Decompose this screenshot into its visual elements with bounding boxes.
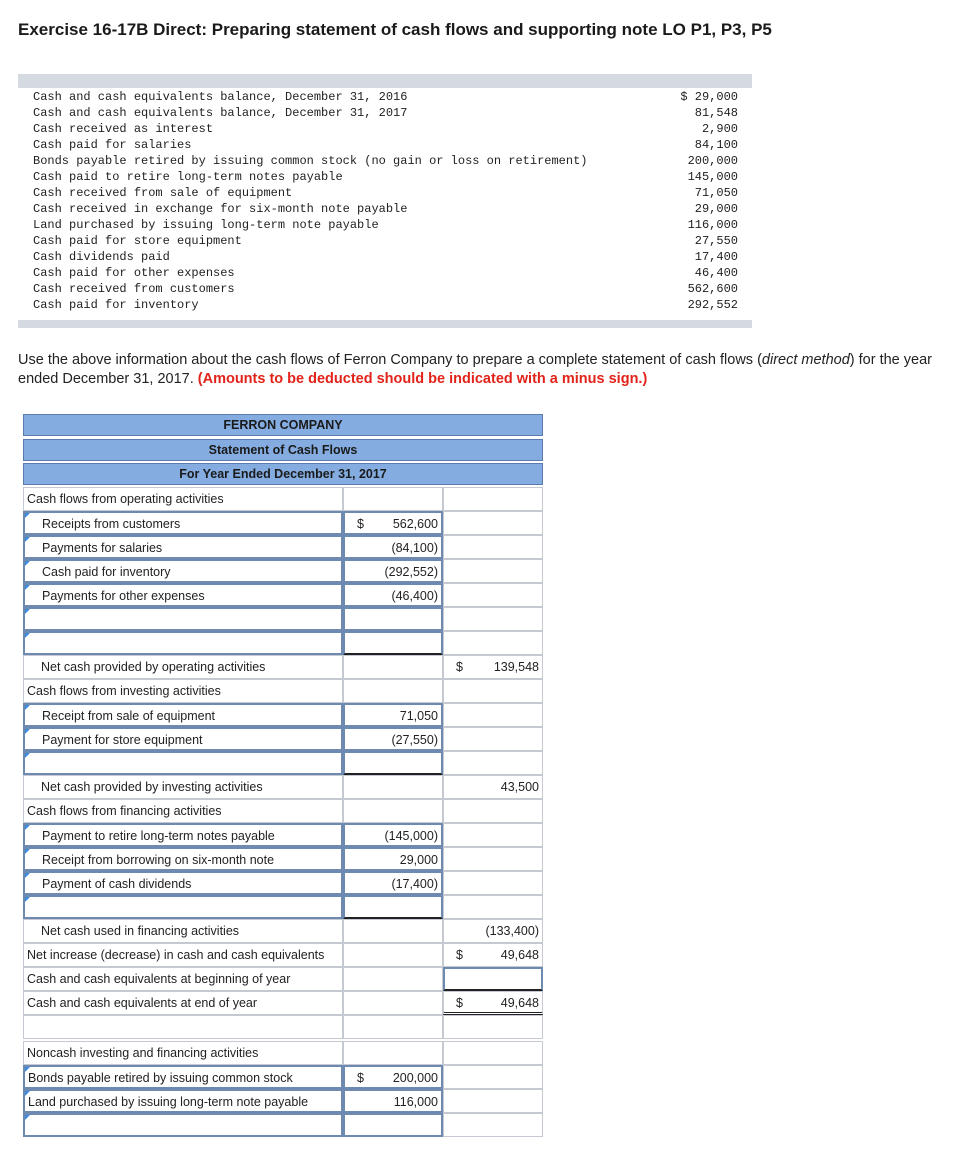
given-row: Cash and cash equivalents balance, December 31, 2016 $ 29,000 <box>33 90 738 104</box>
amount-input[interactable]: $ 200,000 <box>343 1065 443 1089</box>
statement-row-retire-notes <box>23 823 543 847</box>
amount-input[interactable]: 29,000 <box>343 847 443 871</box>
statement-row-payments-salaries <box>23 535 543 559</box>
statement-row-empty <box>23 895 543 919</box>
amount-input[interactable]: (27,550) <box>343 727 443 751</box>
noncash-header-row: Noncash investing and financing activities <box>23 1041 543 1065</box>
total-value: (133,400) <box>443 919 543 943</box>
amount-input[interactable] <box>343 751 443 775</box>
statement-row-empty <box>23 751 543 775</box>
given-row: Land purchased by issuing long-term note payable 116,000 <box>33 218 738 232</box>
total-value: 43,500 <box>443 775 543 799</box>
statement-row-net-investing: Net cash provided by investing activities 43,500 <box>23 775 543 799</box>
statement-row-bonds-retired <box>23 1065 543 1089</box>
amount-input[interactable] <box>343 1113 443 1137</box>
label-dropdown[interactable]: Receipts from customers <box>23 511 343 535</box>
amount-input[interactable]: 71,050 <box>343 703 443 727</box>
label-dropdown[interactable]: Receipt from sale of equipment <box>23 703 343 727</box>
total-value: $ 139,548 <box>443 655 543 679</box>
statement-row-empty <box>23 1113 543 1137</box>
label-dropdown[interactable] <box>23 1113 343 1137</box>
given-row: Cash received as interest 2,900 <box>33 122 738 136</box>
statement-row-dividends <box>23 871 543 895</box>
operating-header-row: Cash flows from operating activities <box>23 487 543 511</box>
statement-row-store-equipment <box>23 727 543 751</box>
beginning-cash-input[interactable] <box>443 967 543 991</box>
statement-row-beginning: Cash and cash equivalents at beginning of year <box>23 967 543 991</box>
statement-row-sale-equipment <box>23 703 543 727</box>
label-dropdown[interactable]: Receipt from borrowing on six-month note <box>23 847 343 871</box>
given-row: Cash and cash equivalents balance, December 31, 2017 81,548 <box>33 106 738 120</box>
given-row: Cash paid for inventory 292,552 <box>33 298 738 312</box>
label-dropdown[interactable]: Payments for other expenses <box>23 583 343 607</box>
total-value: $ 49,648 <box>443 943 543 967</box>
statement-row-blank <box>23 1015 543 1039</box>
financing-header-row: Cash flows from financing activities <box>23 799 543 823</box>
label-dropdown[interactable]: Cash paid for inventory <box>23 559 343 583</box>
statement-row-six-month-note <box>23 847 543 871</box>
statement-row-receipts-customers <box>23 511 543 535</box>
amount-input[interactable] <box>343 607 443 631</box>
amount-input[interactable]: (145,000) <box>343 823 443 847</box>
label-dropdown[interactable]: Payments for salaries <box>23 535 343 559</box>
given-row: Cash paid for other expenses 46,400 <box>33 266 738 280</box>
statement-name: Statement of Cash Flows <box>23 439 543 461</box>
amount-input[interactable]: $ 562,600 <box>343 511 443 535</box>
statement-row-empty <box>23 607 543 631</box>
statement-row-net-increase: Net increase (decrease) in cash and cash equivalents $ 49,648 <box>23 943 543 967</box>
label-dropdown[interactable] <box>23 751 343 775</box>
label-dropdown[interactable]: Bonds payable retired by issuing common stock <box>23 1065 343 1089</box>
amount-input[interactable]: (292,552) <box>343 559 443 583</box>
given-row: Cash paid for store equipment 27,550 <box>33 234 738 248</box>
statement-row-land-purchased <box>23 1089 543 1113</box>
given-row: Cash received from customers 562,600 <box>33 282 738 296</box>
statement-row-cash-inventory <box>23 559 543 583</box>
given-row: Cash paid for salaries 84,100 <box>33 138 738 152</box>
amount-input[interactable]: 116,000 <box>343 1089 443 1113</box>
label-dropdown[interactable]: Land purchased by issuing long-term note payable <box>23 1089 343 1113</box>
label-dropdown[interactable]: Payment for store equipment <box>23 727 343 751</box>
amount-input[interactable] <box>343 895 443 919</box>
statement-row-net-operating: Net cash provided by operating activities $ 139,548 <box>23 655 543 679</box>
given-row: Cash received from sale of equipment 71,050 <box>33 186 738 200</box>
label-dropdown[interactable]: Payment to retire long-term notes payable <box>23 823 343 847</box>
exercise-title: Exercise 16-17B Direct: Preparing statement of cash flows and supporting note LO P1, P3, P5 <box>18 20 772 39</box>
amount-input[interactable] <box>343 631 443 655</box>
given-row: Bonds payable retired by issuing common stock (no gain or loss on retirement) 200,000 <box>33 154 738 168</box>
instructions-warning: (Amounts to be deducted should be indicated with a minus sign.) <box>197 371 648 387</box>
given-row: Cash dividends paid 17,400 <box>33 250 738 264</box>
amount-input[interactable]: (84,100) <box>343 535 443 559</box>
statement-row-ending: Cash and cash equivalents at end of year $ 49,648 <box>23 991 543 1015</box>
label-dropdown[interactable]: Payment of cash dividends <box>23 871 343 895</box>
given-row: Cash received in exchange for six-month note payable 29,000 <box>33 202 738 216</box>
amount-input[interactable]: (17,400) <box>343 871 443 895</box>
statement-row-net-financing: Net cash used in financing activities (133,400) <box>23 919 543 943</box>
label-dropdown[interactable] <box>23 607 343 631</box>
company-name: FERRON COMPANY <box>23 414 543 436</box>
investing-header-row: Cash flows from investing activities <box>23 679 543 703</box>
statement-period: For Year Ended December 31, 2017 <box>23 463 543 485</box>
total-value: $ 49,648 <box>443 991 543 1015</box>
given-row: Cash paid to retire long-term notes payable 145,000 <box>33 170 738 184</box>
label-dropdown[interactable] <box>23 895 343 919</box>
label-dropdown[interactable] <box>23 631 343 655</box>
statement-row-empty <box>23 631 543 655</box>
amount-input[interactable]: (46,400) <box>343 583 443 607</box>
instructions: Use the above information about the cash flows of Ferron Company to prepare a complete statement of cash flows (direct method) for the year ended December 31, 2017. (Amounts to be deducted should be indicated with a minus sign.) <box>18 352 932 387</box>
statement-row-payments-other <box>23 583 543 607</box>
given-data-table <box>18 74 752 328</box>
